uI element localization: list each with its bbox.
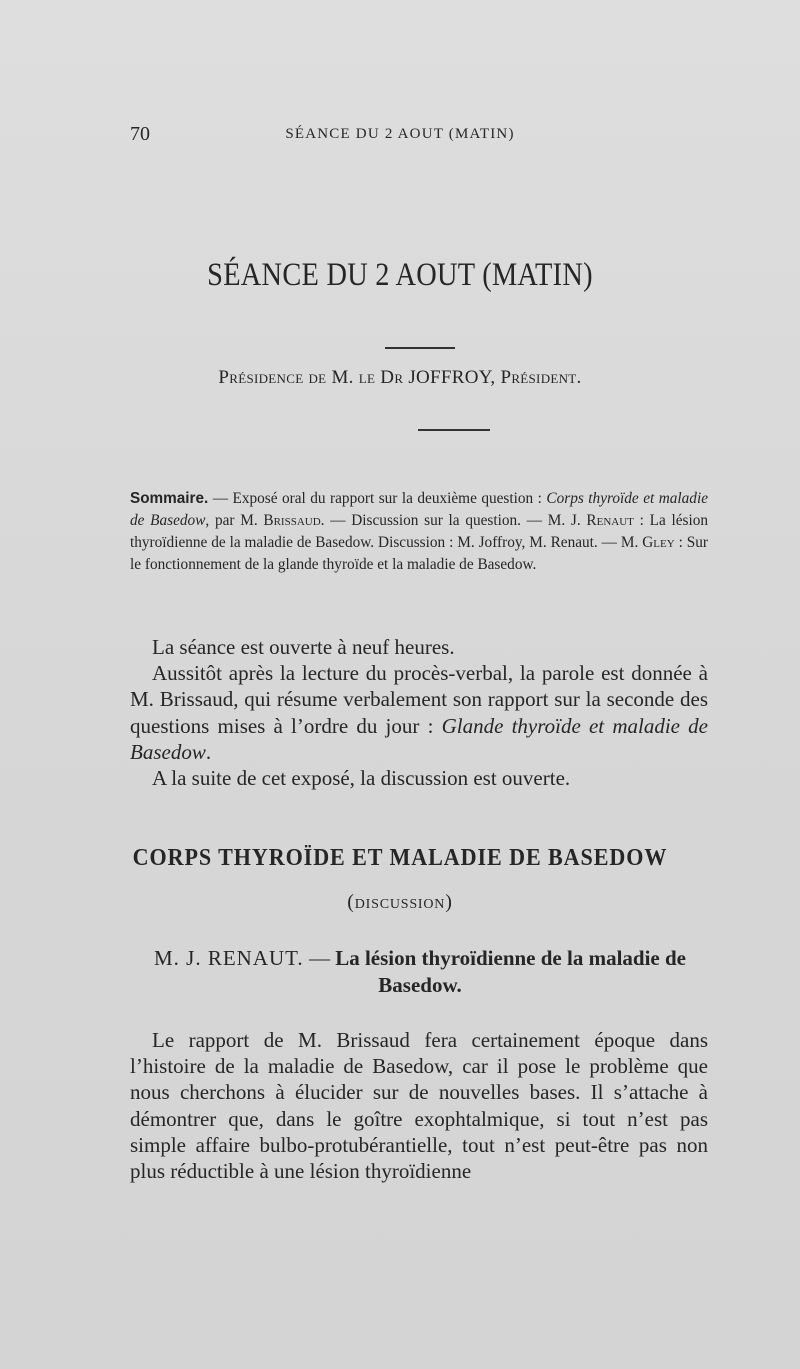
section-subtitle: (discussion) [347, 891, 453, 913]
divider-rule [418, 429, 490, 431]
section-title: CORPS THYROÏDE ET MALADIE DE BASEDOW [132, 845, 668, 871]
summary-text: : Sur le fonctionnement de la glande thyroïde et la maladie de Basedow. [130, 534, 708, 573]
author-name: M. J. RENAUT. [153, 946, 304, 970]
paper-body [130, 1027, 708, 1184]
summary-text: . — Discussion sur la question. — M. J. [320, 512, 587, 529]
paragraph [130, 660, 708, 765]
summary-name: Gley [642, 534, 675, 551]
paragraph-text: . [205, 739, 212, 764]
opening-paragraphs [130, 634, 708, 791]
paper-heading [150, 945, 690, 999]
page-number: 70 [130, 123, 150, 145]
running-head: SÉANCE DU 2 AOUT (MATIN) [285, 126, 515, 142]
session-summary [130, 488, 708, 576]
summary-name: Brissaud [263, 512, 321, 529]
heading-dash: — [303, 946, 336, 970]
divider-rule [385, 347, 455, 349]
summary-text: , par M. [205, 512, 264, 529]
presidency-line: Présidence de M. le Dr JOFFROY, Président. [218, 367, 582, 388]
summary-name: Renaut [586, 512, 634, 529]
summary-text: : La lésion thyroïdienne de la maladie de Basedow. Discussion : M. Joffroy, M. Renaut. — M. [130, 512, 709, 551]
session-title: SÉANCE DU 2 AOUT (MATIN) [207, 257, 593, 293]
summary-topic: Corps thyroïde et maladie de Basedow [130, 490, 708, 529]
paper-title: La lésion thyroïdienne de la maladie de Basedow. [335, 946, 686, 997]
summary-text: — Exposé oral du rapport sur la deuxième question : [208, 490, 547, 507]
paragraph-topic: Glande thyroïde et maladie de Basedow [130, 713, 708, 764]
paragraph: A la suite de cet exposé, la discussion est ouverte. [152, 766, 571, 791]
summary-label: Sommaire. [130, 490, 209, 507]
paragraph: La séance est ouverte à neuf heures. [152, 635, 455, 659]
paragraph: Le rapport de M. Brissaud fera certainement époque dans l’histoire de la maladie de Basedow, car il pose le problème que nous cherchons à élucider sur de nouvelles bases. Il s’attache à démontrer que, dans le goître exophtalmique, si tout n’est pas simple affaire bulbo-protubérantielle, tout n’est peut-être pas non plus réductible à une lésion thyroïdienne [130, 1028, 708, 1184]
paragraph-text: Aussitôt après la lecture du procès-verbal, la parole est donnée à M. Brissaud, qui résume verbalement son rapport sur la seconde des questions mises à l’ordre du jour : [130, 661, 708, 738]
